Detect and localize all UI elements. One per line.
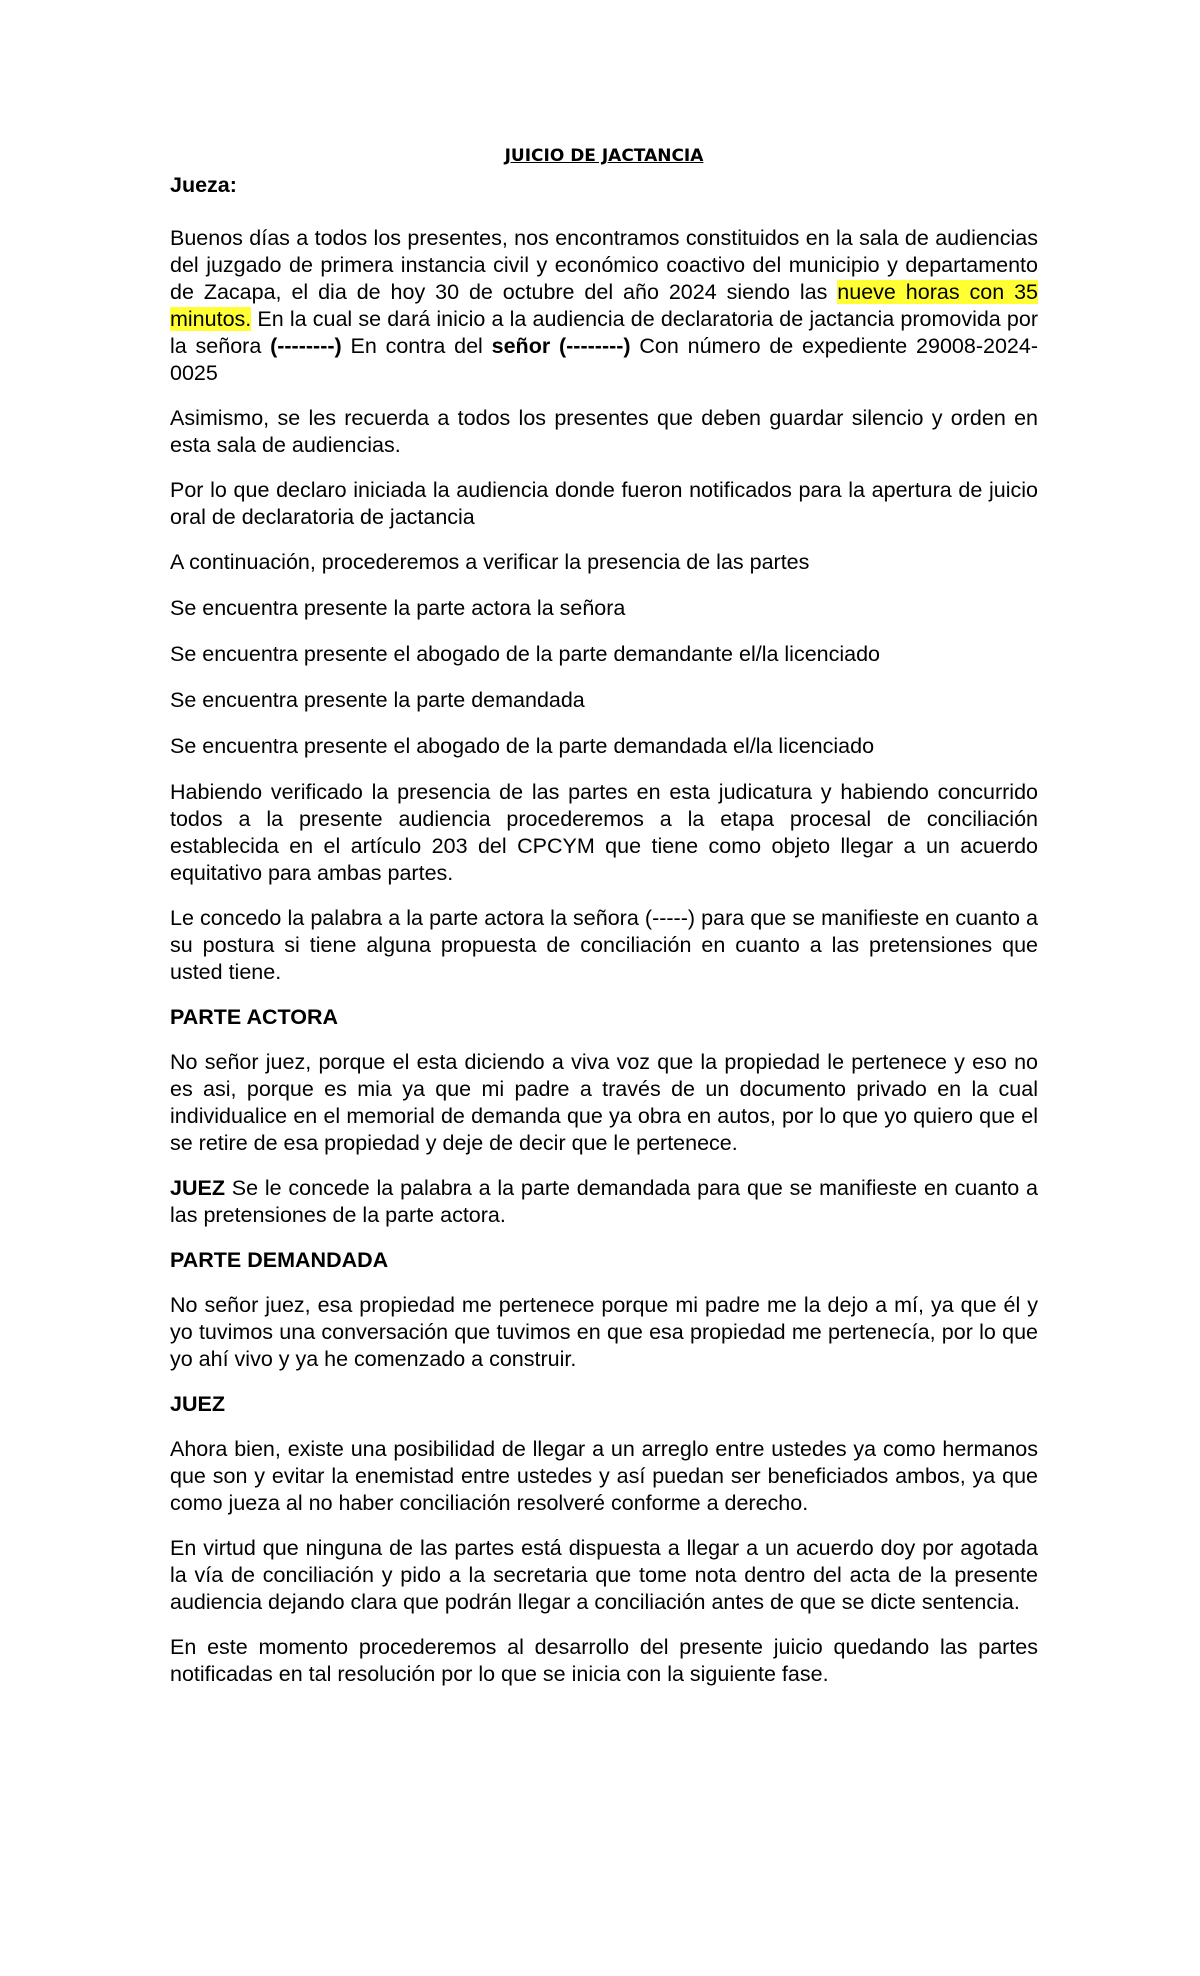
paragraph-opening	[170, 225, 1038, 387]
paragraph-demandada-present: Se encuentra presente la parte demandada	[170, 688, 585, 712]
paragraph-demandada-statement: No señor juez, esa propiedad me pertenece porque mi padre me la dejo a mí, ya que él y yo tuvimos una conversación que tuvimos en que esa propiedad me pertenecía, por lo que yo ahí vivo y ya he comenzado a construir.	[170, 1293, 1038, 1371]
paragraph-conciliation-stage: Habiendo verificado la presencia de las partes en esta judicatura y habiendo concurrido todos a la presente audiencia procederemos a la etapa procesal de conciliación establecida en el artículo 203 del CPCYM que tiene como objeto llegar a un acuerdo equitativo para ambas partes.	[170, 780, 1038, 885]
defendant-placeholder: señor (--------)	[491, 334, 631, 358]
opening-text-d: Con número de expediente 29008-2024-0025	[170, 334, 1038, 385]
speaker-jueza: Jueza:	[170, 173, 237, 197]
document-body	[170, 146, 1038, 1706]
opening-text-c: En contra del	[341, 334, 492, 358]
paragraph-floor-actora: Le concedo la palabra a la parte actora la señora (-----) para que se manifieste en cuanto a su postura si tiene alguna propuesta de conciliación en cuanto a las pretensiones que usted tiene.	[170, 906, 1038, 984]
opening-text-a: Buenos días a todos los presentes, nos encontramos constituidos en la sala de audiencias del juzgado de primera instancia civil y económico coactivo del municipio y departamento de Zacapa, el dia de hoy 30 de octubre del año 2024 siendo las	[170, 226, 1038, 304]
paragraph-actora-statement: No señor juez, porque el esta diciendo a viva voz que la propiedad le pertenece y eso no es asi, porque es mia ya que mi padre a través de un documento privado en la cual individualice en el memorial de demanda que ya obra en autos, por lo que yo quiero que el se retire de esa propiedad y deje de decir que le pertenece.	[170, 1050, 1038, 1155]
heading-juez: JUEZ	[170, 1392, 225, 1416]
highlighted-time: nueve horas con 35 minutos.	[170, 280, 1038, 331]
paragraph-settlement-option: Ahora bien, existe una posibilidad de llegar a un arreglo entre ustedes ya como hermanos que son y evitar la enemistad entre ustedes y así puedan ser beneficiados ambos, ya que como jueza al no haber conciliación resolveré conforme a derecho.	[170, 1437, 1038, 1515]
paragraph-lawyer-defendant: Se encuentra presente el abogado de la parte demandada el/la licenciado	[170, 734, 875, 758]
heading-parte-actora: PARTE ACTORA	[170, 1005, 339, 1029]
document-title: JUICIO DE JACTANCIA	[504, 146, 704, 166]
plaintiff-placeholder: (--------)	[270, 334, 342, 358]
paragraph-actora-present: Se encuentra presente la parte actora la señora	[170, 596, 626, 620]
heading-parte-demandada: PARTE DEMANDADA	[170, 1248, 389, 1272]
paragraph-juez-floor	[170, 1175, 1038, 1229]
juez-floor-text: Se le concede la palabra a la parte demandada para que se manifieste en cuanto a las pretensiones de la parte actora.	[170, 1176, 1038, 1227]
paragraph-verify-parties: A continuación, procederemos a verificar la presencia de las partes	[170, 550, 810, 574]
opening-text-b: En la cual se dará inicio a la audiencia de declaratoria de jactancia promovida por la señora	[170, 307, 1038, 358]
paragraph-conciliation-exhausted: En virtud que ninguna de las partes está dispuesta a llegar a un acuerdo doy por agotada la vía de conciliación y pido a la secretaria que tome nota dentro del acta de la presente audiencia dejando clara que podrán llegar a conciliación antes de que se dicte sentencia.	[170, 1536, 1038, 1614]
paragraph-next-phase: En este momento procederemos al desarrollo del presente juicio quedando las partes notificadas en tal resolución por lo que se inicia con la siguiente fase.	[170, 1635, 1038, 1686]
paragraph-declare-open: Por lo que declaro iniciada la audiencia donde fueron notificados para la apertura de juicio oral de declaratoria de jactancia	[170, 478, 1038, 529]
juez-label: JUEZ	[170, 1176, 225, 1200]
paragraph-silence: Asimismo, se les recuerda a todos los presentes que deben guardar silencio y orden en esta sala de audiencias.	[170, 406, 1038, 457]
paragraph-lawyer-plaintiff: Se encuentra presente el abogado de la parte demandante el/la licenciado	[170, 642, 881, 666]
